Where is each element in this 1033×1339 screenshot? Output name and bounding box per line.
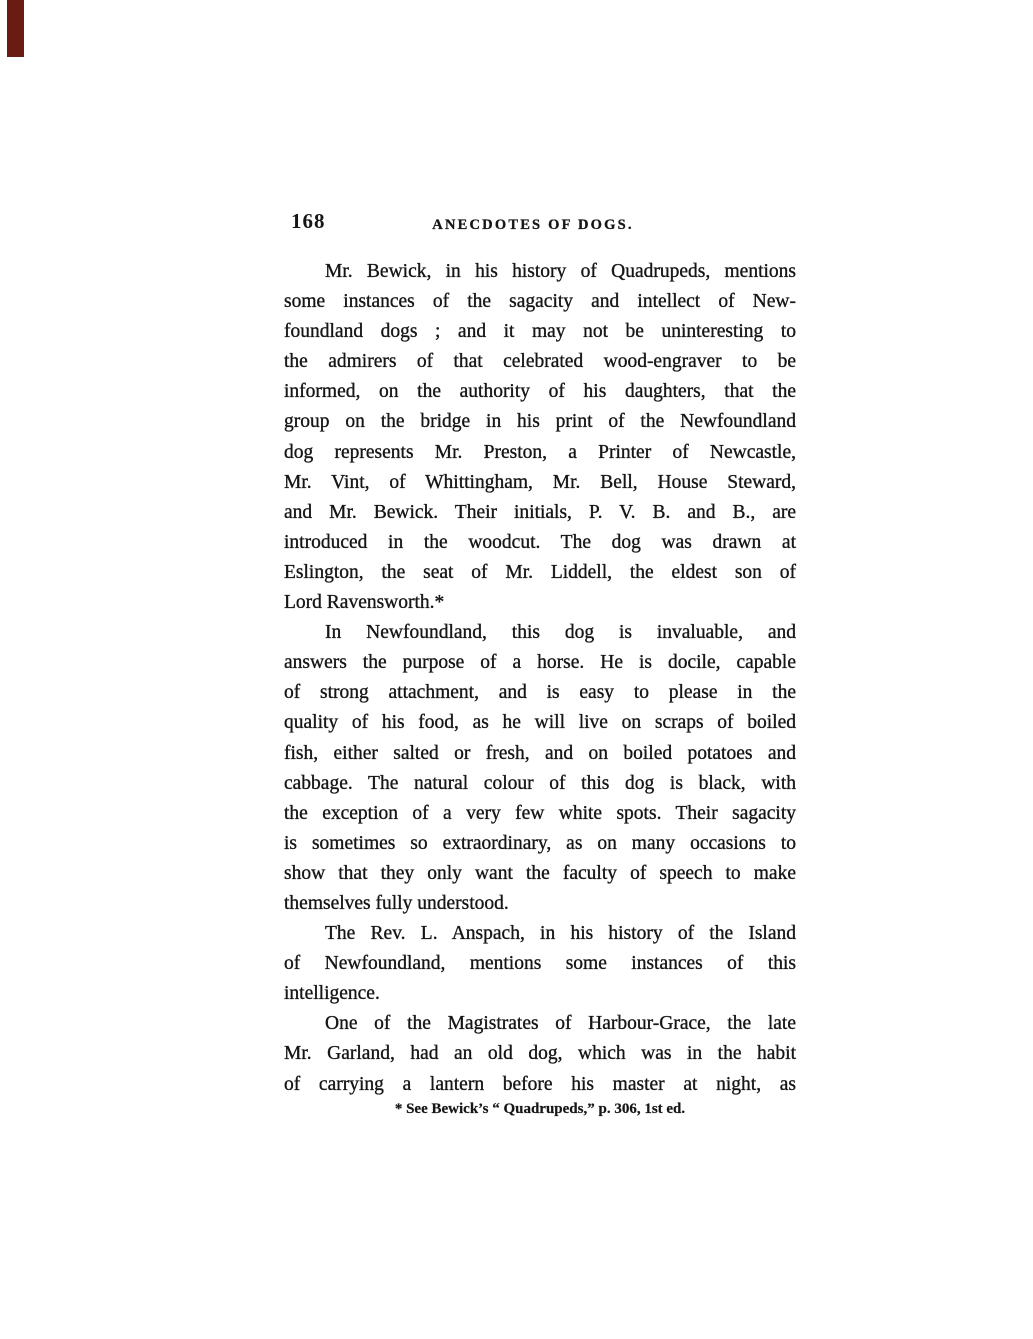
- text-line: group on the bridge in his print of the Newfoundland: [284, 411, 796, 433]
- text-line: answers the purpose of a horse. He is docile, capable: [284, 652, 796, 674]
- text-line: the exception of a very few white spots. Their sagacity: [284, 802, 796, 824]
- scan-artifact-red-bar: [7, 0, 24, 57]
- text-line: of Newfoundland, mentions some instances of this: [284, 953, 796, 975]
- text-line: Mr. Garland, had an old dog, which was in the habit: [284, 1043, 796, 1065]
- text-line: intelligence.: [284, 983, 380, 1005]
- text-line: of carrying a lantern before his master at night, as: [284, 1073, 796, 1095]
- page-number: 168: [291, 209, 326, 233]
- text-line: Eslington, the seat of Mr. Liddell, the eldest son of: [284, 561, 796, 583]
- text-line: some instances of the sagacity and intellect of New-: [284, 291, 796, 313]
- text-line: quality of his food, as he will live on scraps of boiled: [284, 712, 796, 734]
- text-line: show that they only want the faculty of speech to make: [284, 862, 796, 884]
- text-line: and Mr. Bewick. Their initials, P. V. B. and B., are: [284, 501, 796, 523]
- text-line: In Newfoundland, this dog is invaluable, and: [325, 622, 796, 644]
- text-line: The Rev. L. Anspach, in his history of the Island: [325, 923, 796, 945]
- text-line: cabbage. The natural colour of this dog is black, with: [284, 772, 796, 794]
- text-line: One of the Magistrates of Harbour-Grace, the late: [325, 1013, 796, 1035]
- page-body: [284, 257, 796, 1100]
- text-line: introduced in the woodcut. The dog was drawn at: [284, 531, 796, 553]
- text-line: Mr. Vint, of Whittingham, Mr. Bell, House Steward,: [284, 471, 796, 493]
- text-line: themselves fully understood.: [284, 892, 509, 914]
- text-line: foundland dogs ; and it may not be uninteresting to: [284, 321, 796, 343]
- text-line: Lord Ravensworth.*: [284, 592, 445, 614]
- text-line: informed, on the authority of his daughters, that the: [284, 381, 796, 403]
- text-line: dog represents Mr. Preston, a Printer of Newcastle,: [284, 441, 796, 463]
- text-line: Mr. Bewick, in his history of Quadrupeds, mentions: [325, 261, 796, 282]
- text-line: is sometimes so extraordinary, as on many occasions to: [284, 832, 796, 854]
- text-line: of strong attachment, and is easy to please in the: [284, 682, 796, 704]
- running-title: ANECDOTES OF DOGS.: [432, 217, 634, 233]
- footnote: * See Bewick’s “ Quadrupeds,” p. 306, 1st ed.: [394, 1101, 686, 1117]
- text-line: the admirers of that celebrated wood-engraver to be: [284, 351, 796, 373]
- text-line: fish, either salted or fresh, and on boiled potatoes and: [284, 742, 796, 764]
